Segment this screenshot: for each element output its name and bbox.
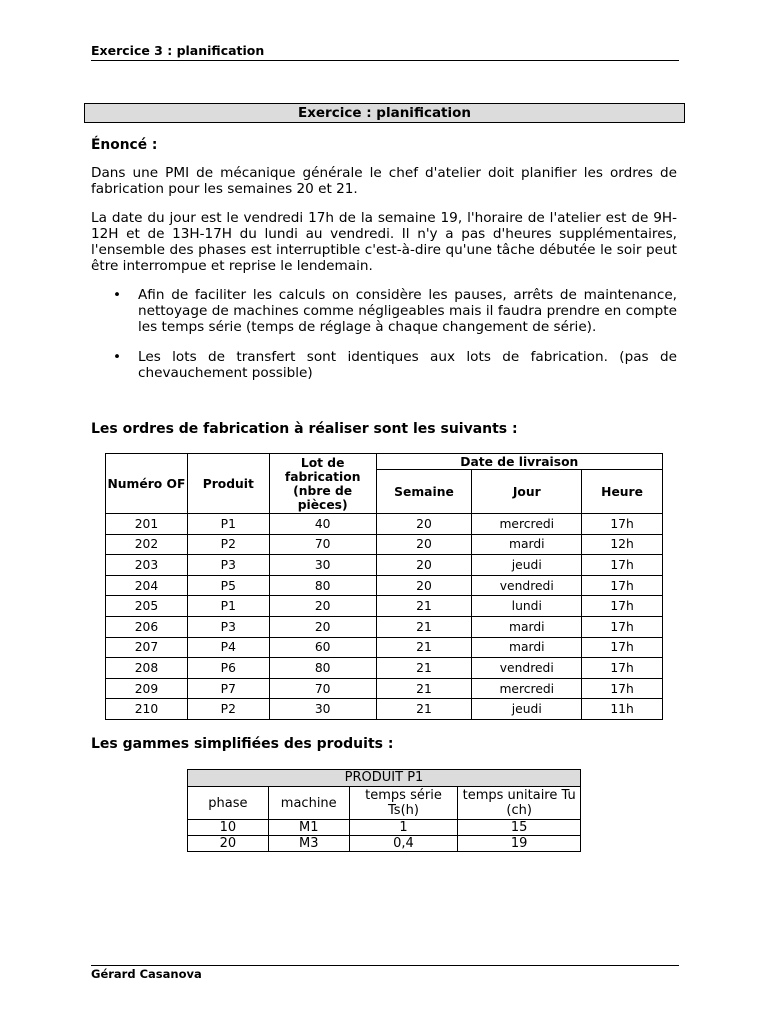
table-row xyxy=(106,678,663,699)
cell-lot: 70 xyxy=(269,534,376,555)
table-row xyxy=(106,534,663,555)
header-machine: machine xyxy=(268,787,349,820)
cell-produit: P1 xyxy=(187,514,269,535)
cell-jour: mercredi xyxy=(472,678,582,699)
cell-numero-of: 204 xyxy=(106,575,188,596)
cell-produit: P3 xyxy=(187,555,269,576)
table-row xyxy=(106,658,663,679)
table-row xyxy=(106,699,663,720)
header-jour: Jour xyxy=(472,470,582,514)
cell-lot: 80 xyxy=(269,658,376,679)
cell-heure: 11h xyxy=(582,699,663,720)
cell-produit: P6 xyxy=(187,658,269,679)
table-row xyxy=(188,836,581,852)
bullet-list xyxy=(91,287,677,381)
cell-jour: jeudi xyxy=(472,699,582,720)
gammes-section-title: Les gammes simplifiées des produits : xyxy=(91,736,394,752)
orders-table-body xyxy=(106,514,663,720)
cell-produit: P1 xyxy=(187,596,269,617)
cell-jour: vendredi xyxy=(472,575,582,596)
cell-jour: lundi xyxy=(472,596,582,617)
cell-produit: P2 xyxy=(187,534,269,555)
cell-temps-unitaire: 15 xyxy=(458,820,581,836)
cell-heure: 17h xyxy=(582,637,663,658)
cell-machine: M3 xyxy=(268,836,349,852)
table-row xyxy=(106,514,663,535)
bullet-icon: • xyxy=(113,349,122,365)
cell-semaine: 21 xyxy=(376,637,472,658)
header-temps-serie: temps série Ts(h) xyxy=(349,787,458,820)
cell-lot: 40 xyxy=(269,514,376,535)
page-header: Exercice 3 : planification xyxy=(91,43,679,61)
gamme-table-p1 xyxy=(187,769,581,852)
cell-numero-of: 208 xyxy=(106,658,188,679)
cell-phase: 10 xyxy=(188,820,269,836)
cell-heure: 17h xyxy=(582,658,663,679)
cell-phase: 20 xyxy=(188,836,269,852)
cell-heure: 17h xyxy=(582,596,663,617)
cell-numero-of: 201 xyxy=(106,514,188,535)
cell-numero-of: 205 xyxy=(106,596,188,617)
cell-semaine: 21 xyxy=(376,616,472,637)
header-date-livraison: Date de livraison xyxy=(376,454,662,470)
cell-semaine: 21 xyxy=(376,596,472,617)
header-heure: Heure xyxy=(582,470,663,514)
cell-lot: 20 xyxy=(269,616,376,637)
table-row xyxy=(106,555,663,576)
cell-produit: P4 xyxy=(187,637,269,658)
cell-numero-of: 210 xyxy=(106,699,188,720)
cell-produit: P7 xyxy=(187,678,269,699)
gamme-table-body xyxy=(188,820,581,852)
cell-heure: 17h xyxy=(582,514,663,535)
cell-semaine: 20 xyxy=(376,575,472,596)
list-item xyxy=(91,287,677,335)
cell-jour: jeudi xyxy=(472,555,582,576)
cell-produit: P3 xyxy=(187,616,269,637)
list-item xyxy=(91,349,677,381)
paragraph: La date du jour est le vendredi 17h de la semaine 19, l'horaire de l'atelier est de 9H-12H et de 13H-17H du lundi au vendredi. Il n'y a pas d'heures supplémentaires, l'ensemble des phases est interruptible c'est-à-dire qu'une tâche débutée le soir peut être interrompue et reprise le lendemain. xyxy=(91,210,677,274)
cell-jour: mardi xyxy=(472,534,582,555)
cell-jour: mercredi xyxy=(472,514,582,535)
table-row xyxy=(106,596,663,617)
orders-section-title: Les ordres de fabrication à réaliser sont les suivants : xyxy=(91,421,518,437)
cell-semaine: 20 xyxy=(376,555,472,576)
table-row xyxy=(106,575,663,596)
cell-temps-serie: 0,4 xyxy=(349,836,458,852)
cell-lot: 60 xyxy=(269,637,376,658)
table-row xyxy=(106,616,663,637)
product-header: PRODUIT P1 xyxy=(188,770,581,787)
cell-lot: 30 xyxy=(269,555,376,576)
cell-heure: 17h xyxy=(582,575,663,596)
cell-heure: 17h xyxy=(582,678,663,699)
cell-jour: mardi xyxy=(472,616,582,637)
cell-numero-of: 207 xyxy=(106,637,188,658)
cell-machine: M1 xyxy=(268,820,349,836)
cell-produit: P5 xyxy=(187,575,269,596)
cell-semaine: 21 xyxy=(376,678,472,699)
document-title: Exercice : planification xyxy=(84,103,685,123)
cell-heure: 12h xyxy=(582,534,663,555)
cell-numero-of: 206 xyxy=(106,616,188,637)
cell-semaine: 20 xyxy=(376,514,472,535)
table-row xyxy=(188,820,581,836)
cell-jour: vendredi xyxy=(472,658,582,679)
statement-section xyxy=(91,137,677,395)
header-lot: Lot de fabrication (nbre de pièces) xyxy=(269,454,376,514)
cell-lot: 70 xyxy=(269,678,376,699)
header-semaine: Semaine xyxy=(376,470,472,514)
cell-heure: 17h xyxy=(582,616,663,637)
cell-semaine: 21 xyxy=(376,699,472,720)
cell-numero-of: 203 xyxy=(106,555,188,576)
list-item-text: Les lots de transfert sont identiques aux lots de fabrication. (pas de chevauchement possible) xyxy=(138,349,677,381)
header-phase: phase xyxy=(188,787,269,820)
header-temps-unitaire: temps unitaire Tu (ch) xyxy=(458,787,581,820)
cell-semaine: 21 xyxy=(376,658,472,679)
cell-numero-of: 209 xyxy=(106,678,188,699)
page-footer: Gérard Casanova xyxy=(91,965,679,981)
paragraph: Dans une PMI de mécanique générale le chef d'atelier doit planifier les ordres de fabrication pour les semaines 20 et 21. xyxy=(91,165,677,197)
cell-jour: mardi xyxy=(472,637,582,658)
enonce-label: Énoncé : xyxy=(91,137,158,153)
cell-semaine: 20 xyxy=(376,534,472,555)
cell-numero-of: 202 xyxy=(106,534,188,555)
cell-temps-serie: 1 xyxy=(349,820,458,836)
orders-table xyxy=(105,453,663,720)
header-numero-of: Numéro OF xyxy=(106,454,188,514)
header-produit: Produit xyxy=(187,454,269,514)
cell-temps-unitaire: 19 xyxy=(458,836,581,852)
cell-heure: 17h xyxy=(582,555,663,576)
bullet-icon: • xyxy=(113,287,122,303)
cell-lot: 30 xyxy=(269,699,376,720)
table-row xyxy=(106,637,663,658)
list-item-text: Afin de faciliter les calculs on considère les pauses, arrêts de maintenance, nettoyage de machines comme négligeables mais il faudra prendre en compte les temps série (temps de réglage à chaque changement de série). xyxy=(138,287,677,335)
cell-produit: P2 xyxy=(187,699,269,720)
cell-lot: 80 xyxy=(269,575,376,596)
cell-lot: 20 xyxy=(269,596,376,617)
